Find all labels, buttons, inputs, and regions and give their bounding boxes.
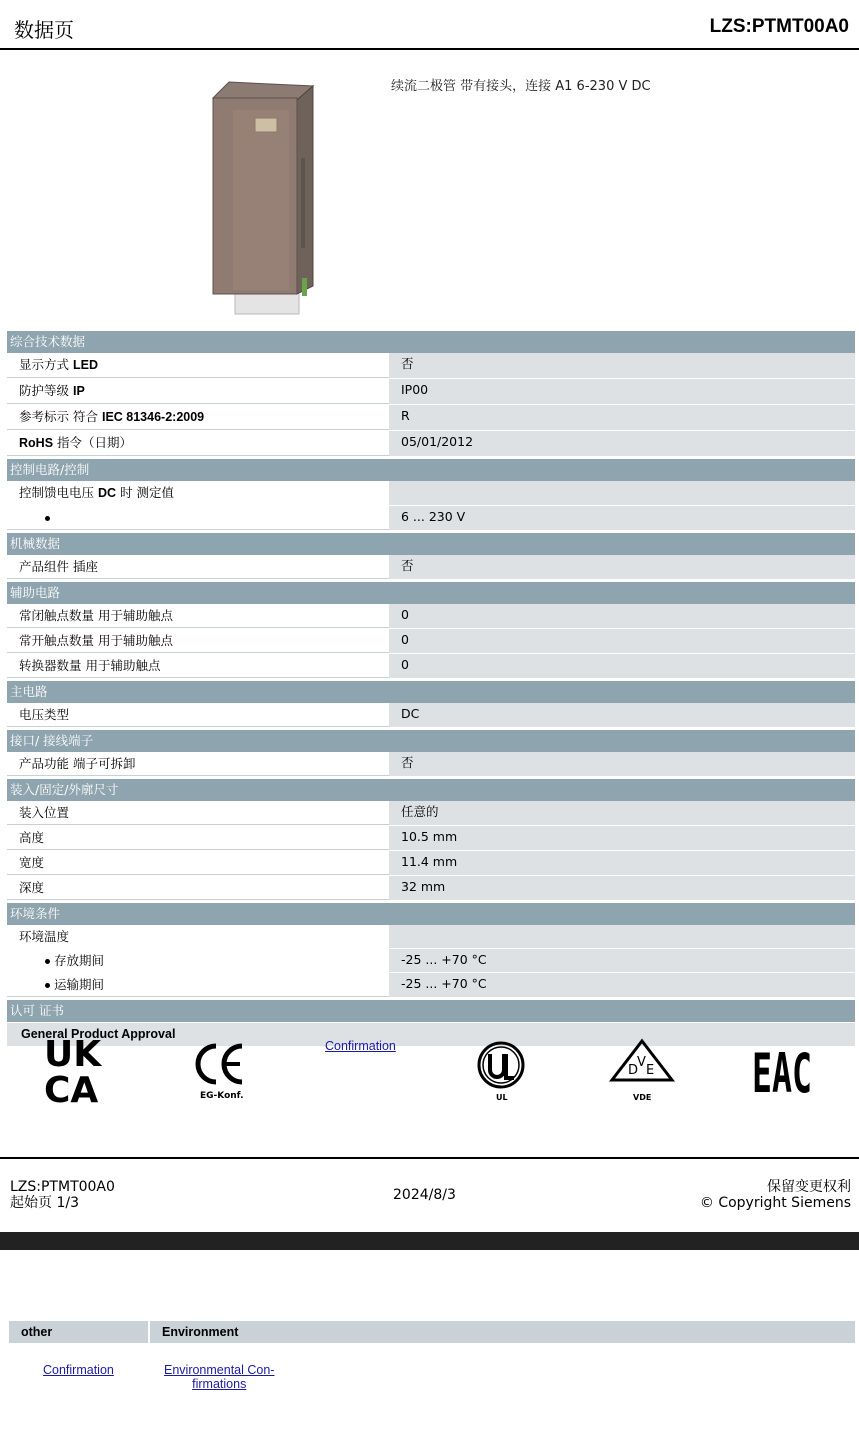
page-footer bbox=[0, 1157, 859, 1233]
page-separator bbox=[0, 1232, 859, 1250]
ce-logo bbox=[192, 1040, 252, 1100]
ul-logo-caption: UL bbox=[496, 1093, 508, 1102]
spec-label: 运输期间 bbox=[54, 977, 105, 992]
spec-row bbox=[7, 826, 855, 851]
section-header-mechanical: 机械数据 bbox=[7, 532, 855, 555]
ukca-logo-top: UK bbox=[44, 1034, 102, 1075]
spec-label-bold: LED bbox=[73, 358, 98, 372]
spec-value: 32 mm bbox=[389, 876, 855, 900]
spec-row bbox=[7, 379, 855, 405]
spec-row bbox=[7, 973, 855, 998]
spec-label: 宽度 bbox=[7, 851, 389, 875]
spec-row bbox=[7, 703, 855, 728]
spec-row bbox=[7, 555, 855, 580]
section-header-auxiliary: 辅助电路 bbox=[7, 581, 855, 604]
spec-row bbox=[7, 654, 855, 679]
section-header-interface: 接口/ 接线端子 bbox=[7, 729, 855, 752]
section-header-environment: 环境条件 bbox=[7, 902, 855, 925]
vde-logo bbox=[610, 1038, 674, 1102]
svg-text:D: D bbox=[628, 1063, 639, 1078]
spec-label: 高度 bbox=[7, 826, 389, 850]
spec-row bbox=[7, 752, 855, 777]
spec-label: 常开触点数量 用于辅助触点 bbox=[7, 629, 389, 653]
approval-logos bbox=[0, 1030, 859, 1120]
confirmation-link[interactable]: Confirmation bbox=[325, 1039, 396, 1053]
ukca-logo bbox=[44, 1034, 114, 1111]
spec-label: 控制馈电电压 bbox=[19, 485, 95, 500]
spec-value: 0 bbox=[389, 654, 855, 678]
bullet-icon bbox=[45, 959, 50, 964]
spec-label: 环境温度 bbox=[7, 925, 389, 948]
spec-value: -25 ... +70 °C bbox=[389, 949, 855, 972]
ul-logo bbox=[477, 1040, 529, 1102]
footer-page-number: 起始页 1/3 bbox=[10, 1195, 79, 1211]
spec-value: 05/01/2012 bbox=[389, 431, 855, 456]
ce-logo-caption: EG-Konf. bbox=[200, 1091, 244, 1101]
spec-value: 否 bbox=[389, 555, 855, 579]
spec-label: 装入位置 bbox=[7, 801, 389, 825]
spec-row bbox=[7, 481, 855, 506]
spec-row bbox=[7, 851, 855, 876]
spec-value: IP00 bbox=[389, 379, 855, 404]
bullet-icon bbox=[45, 983, 50, 988]
section-header-mounting: 装入/固定/外廓尺寸 bbox=[7, 778, 855, 801]
spec-value: R bbox=[389, 405, 855, 430]
spec-label: 产品组件 插座 bbox=[7, 555, 389, 579]
spec-row bbox=[7, 506, 855, 531]
spec-label: 电压类型 bbox=[7, 703, 389, 727]
spec-label: 常闭触点数量 用于辅助触点 bbox=[7, 604, 389, 628]
spec-label-bold: IEC 81346-2:2009 bbox=[101, 410, 205, 424]
spec-label: 转换器数量 用于辅助触点 bbox=[7, 654, 389, 678]
vde-logo-caption: VDE bbox=[633, 1093, 652, 1102]
approval-subheader: General Product Approval bbox=[7, 1023, 855, 1046]
spec-value: 6 ... 230 V bbox=[389, 506, 855, 530]
section-header-general: 综合技术数据 bbox=[7, 330, 855, 353]
svg-text:V: V bbox=[637, 1055, 646, 1070]
spec-value: 否 bbox=[389, 752, 855, 776]
eac-logo-text: EAC bbox=[752, 1042, 812, 1105]
spec-value: 0 bbox=[389, 604, 855, 628]
section-header-approvals: 认可 证书 bbox=[7, 999, 855, 1022]
spec-value: 任意的 bbox=[389, 801, 855, 825]
spec-row bbox=[7, 949, 855, 973]
spec-label: 存放期间 bbox=[54, 953, 105, 968]
spec-row bbox=[7, 431, 855, 457]
svg-text:E: E bbox=[646, 1063, 655, 1078]
eac-logo bbox=[752, 1042, 814, 1105]
bullet-icon bbox=[45, 516, 50, 521]
spec-value: DC bbox=[389, 703, 855, 727]
page2-env-link-line1: Environmental Con- bbox=[164, 1363, 275, 1377]
page2-env-link-line2: firmations bbox=[192, 1377, 247, 1391]
footer-copyright: © Copyright Siemens bbox=[699, 1195, 851, 1211]
page-header bbox=[0, 0, 859, 50]
product-description: 续流二极管 带有接头，连接 A1 6-230 V DC bbox=[391, 79, 651, 94]
footer-date: 2024/8/3 bbox=[393, 1187, 456, 1203]
spec-label: 产品功能 端子可拆卸 bbox=[7, 752, 389, 776]
spec-table bbox=[7, 329, 855, 1046]
section-header-control: 控制电路/控制 bbox=[7, 458, 855, 481]
spec-label: 显示方式 bbox=[19, 357, 70, 372]
spec-value: 否 bbox=[389, 353, 855, 378]
spec-row bbox=[7, 876, 855, 901]
footer-product-id: LZS:PTMT00A0 bbox=[10, 1179, 115, 1195]
footer-right bbox=[700, 1179, 851, 1211]
page-title: 数据页 bbox=[14, 18, 74, 42]
spec-label-bold: IP bbox=[73, 384, 85, 398]
product-image bbox=[205, 78, 325, 318]
spec-row bbox=[7, 801, 855, 826]
page2-col-environment: Environment bbox=[150, 1321, 855, 1343]
spec-label: 时 测定值 bbox=[120, 485, 175, 500]
spec-row bbox=[7, 925, 855, 949]
spec-label-bold: DC bbox=[98, 486, 117, 500]
spec-label: 防护等级 bbox=[19, 383, 70, 398]
spec-label: 参考标示 符合 bbox=[19, 409, 98, 424]
spec-label: 深度 bbox=[7, 876, 389, 900]
footer-left bbox=[10, 1179, 115, 1211]
section-header-main: 主电路 bbox=[7, 680, 855, 703]
spec-row bbox=[7, 629, 855, 654]
spec-row bbox=[7, 405, 855, 431]
page2-approval-table bbox=[9, 1321, 855, 1343]
spec-value: 0 bbox=[389, 629, 855, 653]
spec-value: 10.5 mm bbox=[389, 826, 855, 850]
page2-environmental-confirmations-link[interactable] bbox=[164, 1363, 274, 1391]
spec-label: 指令（日期） bbox=[53, 435, 133, 450]
spec-label-bold: RoHS bbox=[19, 436, 54, 450]
spec-row bbox=[7, 604, 855, 629]
spec-value: 11.4 mm bbox=[389, 851, 855, 875]
page2-confirmation-link[interactable]: Confirmation bbox=[43, 1363, 114, 1377]
spec-row bbox=[7, 353, 855, 379]
ukca-logo-bottom: CA bbox=[44, 1070, 99, 1111]
footer-rights: 保留变更权利 bbox=[767, 1179, 851, 1195]
page2-col-other: other bbox=[9, 1321, 148, 1343]
product-id: LZS:PTMT00A0 bbox=[709, 16, 849, 37]
spec-value: -25 ... +70 °C bbox=[389, 973, 855, 997]
